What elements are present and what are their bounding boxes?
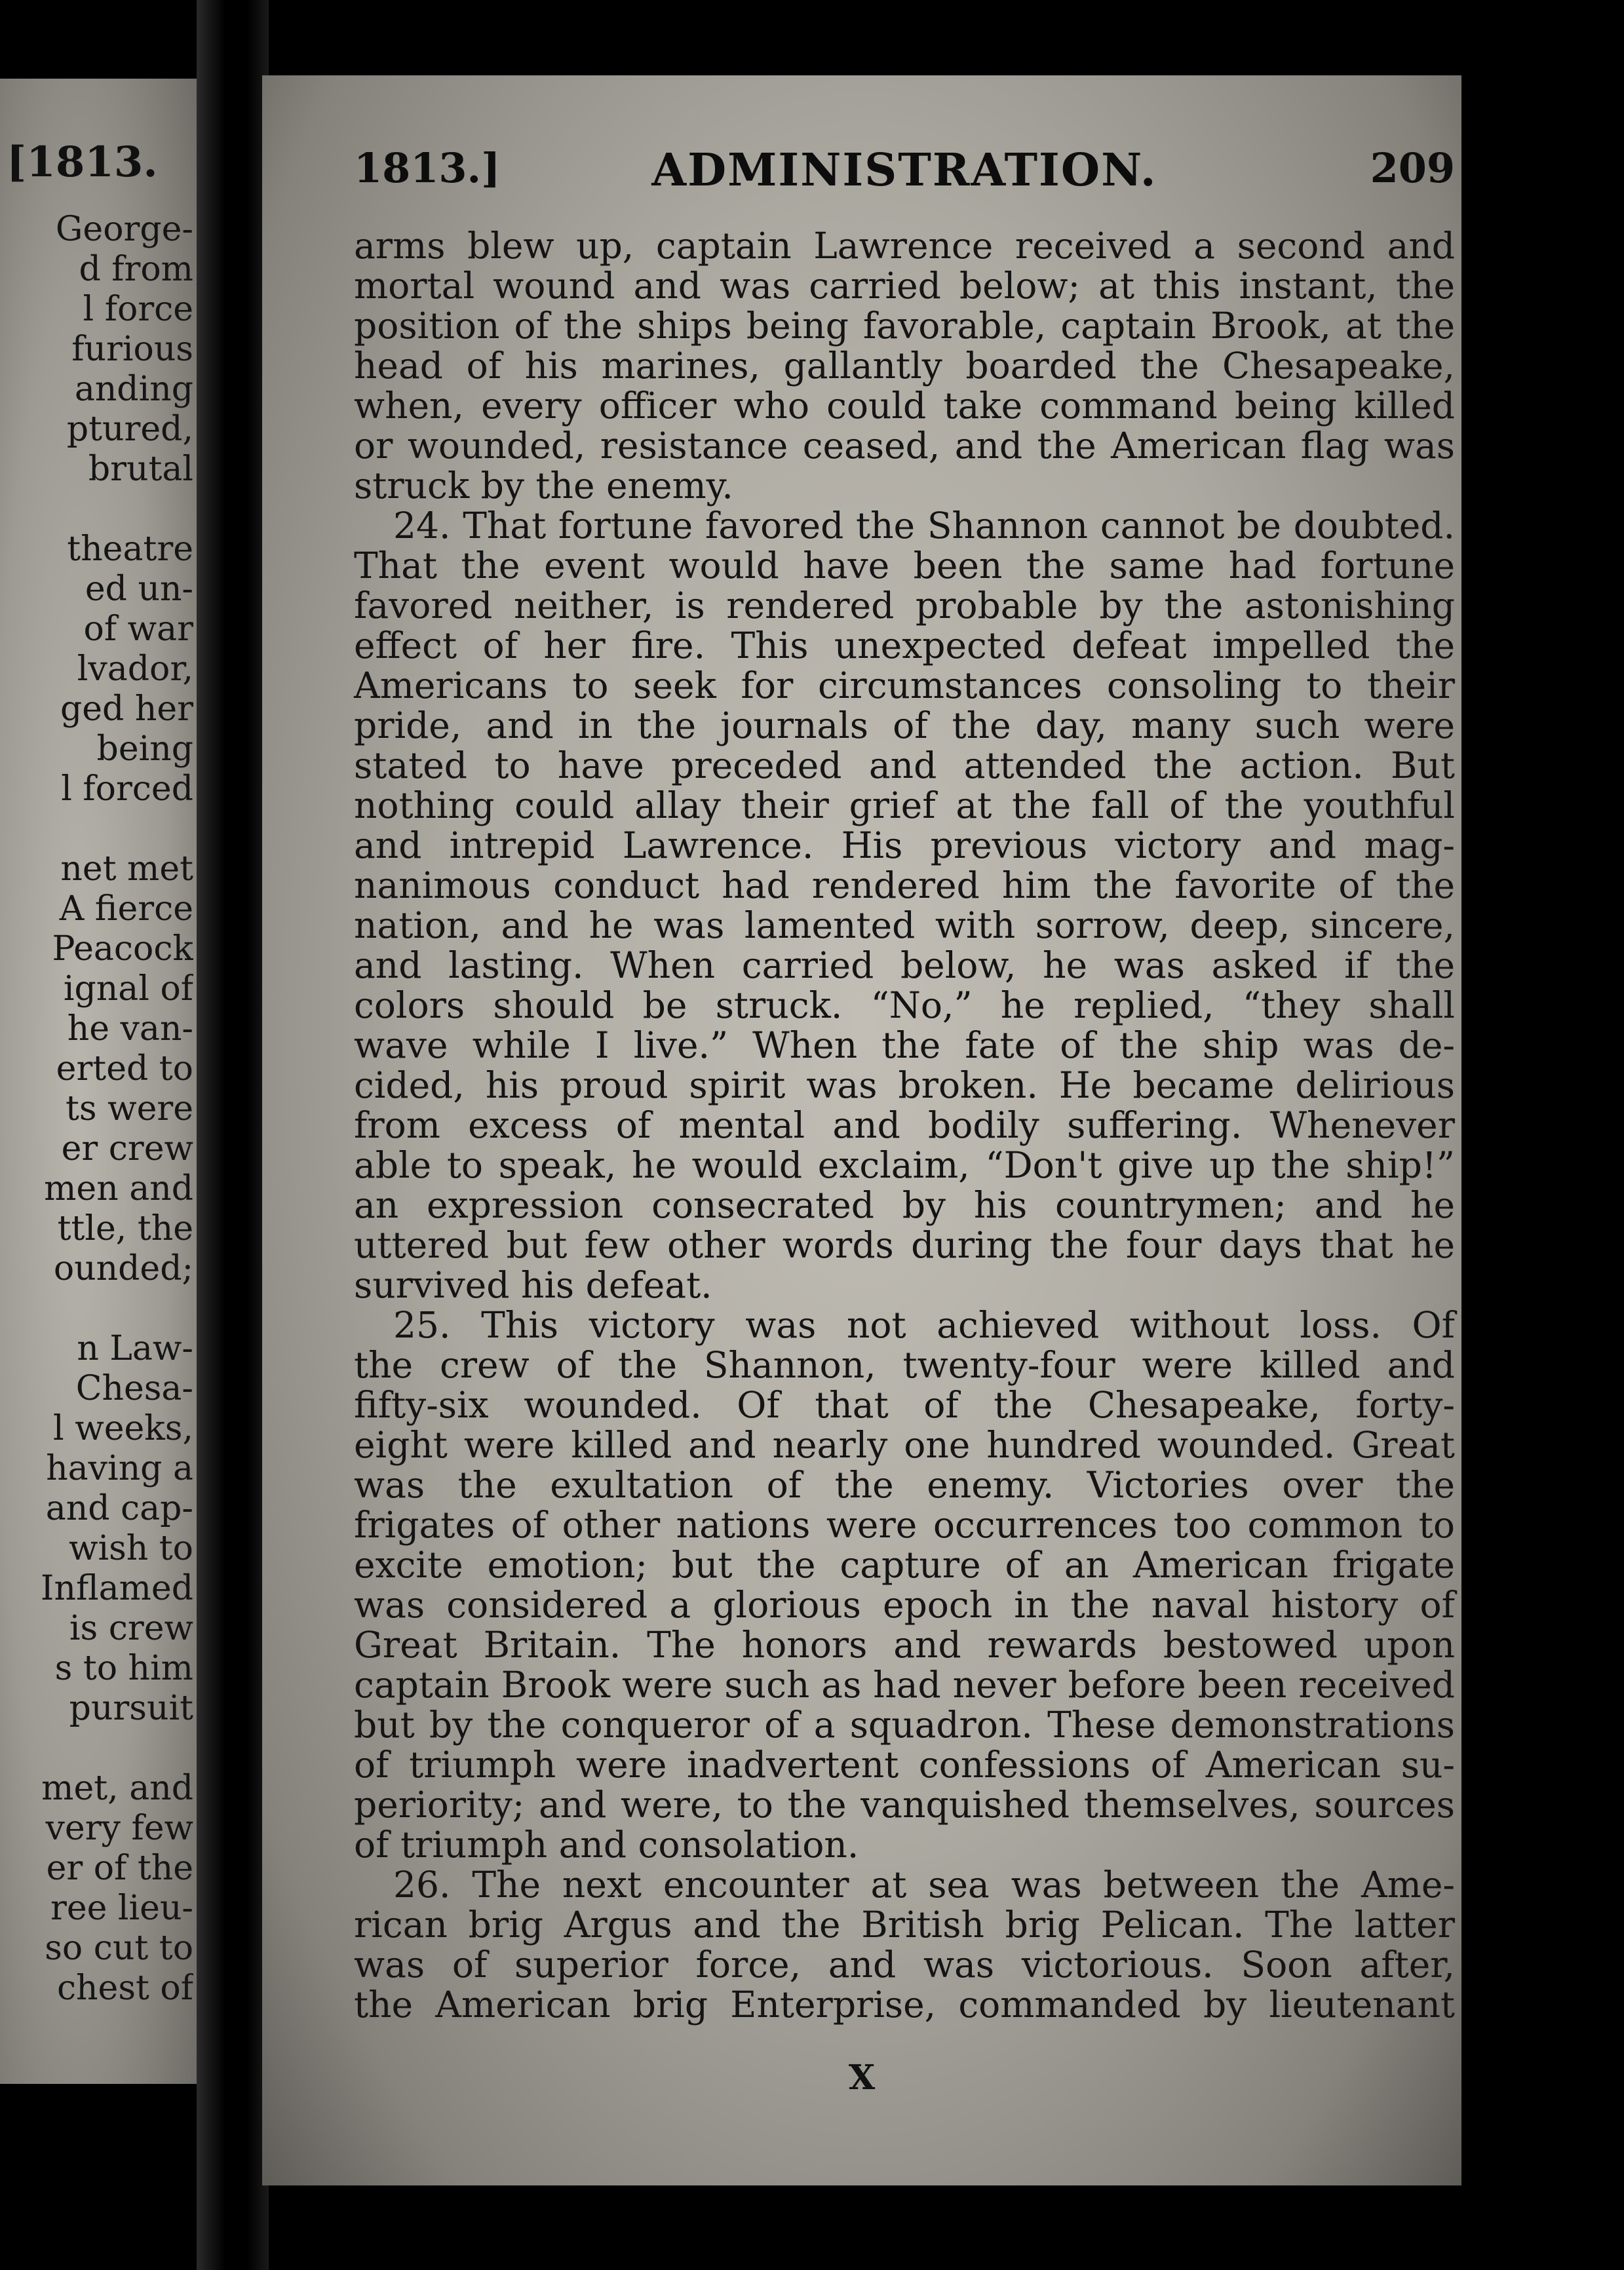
body-line: the crew of the Shannon, twenty-four were killed and (354, 1344, 1455, 1386)
facing-page-line: George- (55, 210, 193, 249)
facing-page-line: l weeks, (53, 1409, 193, 1448)
body-line: 24. That fortune favored the Shannon cannot be doubted. (393, 505, 1455, 547)
facing-page-line: d from (79, 250, 193, 289)
body-line: frigates of other nations were occurrences too common to (354, 1504, 1455, 1546)
body-line: able to speak, he would exclaim, “Don't give up the ship!” (354, 1144, 1455, 1186)
body-line: was considered a glorious epoch in the naval history of (354, 1584, 1455, 1626)
facing-page-blank-line (0, 1729, 193, 1769)
facing-page-line: ree lieu- (50, 1889, 193, 1928)
facing-page-line: furious (71, 330, 193, 369)
body-line: rican brig Argus and the British brig Pelican. The latter (354, 1904, 1455, 1946)
signature-mark: X (848, 2058, 876, 2098)
facing-page-running-head: [1813. (7, 138, 158, 187)
body-line: uttered but few other words during the four days that he (354, 1224, 1455, 1266)
facing-page-line: ignal of (63, 969, 193, 1009)
facing-page-line: he van- (67, 1009, 193, 1048)
facing-page-line: theatre (67, 529, 193, 569)
body-line: and intrepid Lawrence. His previous victory and mag- (354, 824, 1455, 866)
facing-page-line: Chesa- (75, 1369, 193, 1408)
facing-page-line: er crew (61, 1129, 193, 1168)
body-line: head of his marines, gallantly boarded the Chesapeake, (354, 345, 1455, 387)
body-line: of triumph and consolation. (354, 1824, 859, 1866)
body-line: when, every officer who could take command being killed (354, 385, 1455, 427)
facing-page-line: of war (83, 609, 193, 649)
body-line: nanimous conduct had rendered him the favorite of the (354, 864, 1455, 906)
book-gutter (197, 0, 269, 2270)
body-line: and lasting. When carried below, he was asked if the (354, 944, 1455, 986)
body-line: Americans to seek for circumstances consoling to their (354, 664, 1455, 706)
facing-page-blank-line (0, 1289, 193, 1329)
facing-page-fragment (0, 79, 197, 2084)
facing-page-line: l force (83, 290, 193, 329)
facing-page-text (0, 210, 193, 2009)
body-line: the American brig Enterprise, commanded by lieutenant (354, 1984, 1455, 2026)
facing-page-line: being (96, 729, 193, 769)
facing-page-line: chest of (56, 1969, 193, 2008)
body-line: eight were killed and nearly one hundred wounded. Great (354, 1424, 1455, 1466)
facing-page-line: pursuit (69, 1689, 193, 1728)
facing-page-line: s to him (54, 1649, 193, 1688)
facing-page-line: net met (60, 849, 193, 889)
facing-page-blank-line (0, 490, 193, 529)
body-line: but by the conqueror of a squadron. These demonstrations (354, 1704, 1455, 1746)
body-line: stated to have preceded and attended the action. But (354, 744, 1455, 786)
facing-page-line: l forced (61, 769, 193, 809)
body-line: That the event would have been the same had fortune (354, 545, 1455, 587)
facing-page-line: wish to (68, 1529, 193, 1568)
facing-page-line: ounded; (53, 1249, 193, 1288)
facing-page-line: er of the (46, 1849, 193, 1888)
facing-page-line: Inflamed (40, 1569, 193, 1608)
facing-page-line: is crew (69, 1609, 193, 1648)
body-line: an expression consecrated by his countrymen; and he (354, 1184, 1455, 1226)
facing-page-line: ed un- (85, 569, 193, 609)
facing-page-line: met, and (41, 1769, 193, 1808)
body-line: nation, and he was lamented with sorrow, deep, sincere, (354, 904, 1455, 946)
running-head-year: 1813.] (354, 144, 501, 192)
body-line: periority; and were, to the vanquished themselves, sources (354, 1784, 1455, 1826)
facing-page-line: ttle, the (57, 1209, 193, 1248)
facing-page-line: very few (45, 1809, 193, 1848)
body-line: from excess of mental and bodily suffering. Whenever (354, 1104, 1455, 1146)
body-line: position of the ships being favorable, captain Brook, at the (354, 305, 1455, 347)
body-line: nothing could allay their grief at the fall of the youthful (354, 784, 1455, 826)
body-line: survived his defeat. (354, 1264, 712, 1306)
body-line: was of superior force, and was victorious. Soon after, (354, 1944, 1455, 1986)
facing-page-line: brutal (88, 450, 193, 489)
facing-page-blank-line (0, 809, 193, 849)
running-head (354, 144, 1455, 203)
facing-page-line: Peacock (52, 929, 193, 969)
body-line: fifty-six wounded. Of that of the Chesapeake, forty- (354, 1384, 1455, 1426)
body-line: struck by the enemy. (354, 465, 733, 507)
page-number: 209 (1370, 144, 1455, 192)
running-head-title: ADMINISTRATION. (651, 144, 1157, 197)
body-line: 25. This victory was not achieved without loss. Of (393, 1304, 1455, 1346)
body-line: cided, his proud spirit was broken. He became delirious (354, 1064, 1455, 1106)
facing-page-line: men and (44, 1169, 193, 1208)
body-line: Great Britain. The honors and rewards bestowed upon (354, 1624, 1455, 1666)
body-line: captain Brook were such as had never before been received (354, 1664, 1455, 1706)
body-line: colors should be struck. “No,” he replied, “they shall (354, 984, 1455, 1026)
facing-page-line: ptured, (66, 410, 193, 449)
facing-page-line: n Law- (77, 1329, 193, 1368)
body-text (354, 226, 1455, 2025)
facing-page-line: having a (46, 1449, 193, 1488)
book-page (262, 75, 1461, 2185)
facing-page-line: so cut to (45, 1929, 193, 1968)
body-line: of triumph were inadvertent confessions of American su- (354, 1744, 1455, 1786)
facing-page-line: A fierce (59, 889, 193, 929)
body-line: effect of her fire. This unexpected defeat impelled the (354, 625, 1455, 666)
body-line: arms blew up, captain Lawrence received a second and (354, 225, 1455, 267)
facing-page-line: ts were (65, 1089, 193, 1128)
body-line: 26. The next encounter at sea was between the Ame- (393, 1864, 1455, 1906)
facing-page-line: and cap- (45, 1489, 193, 1528)
body-line: favored neither, is rendered probable by the astonishing (354, 585, 1455, 626)
body-line: excite emotion; but the capture of an American frigate (354, 1544, 1455, 1586)
facing-page-line: erted to (56, 1049, 193, 1088)
facing-page-line: ged her (60, 689, 193, 729)
facing-page-line: lvador, (77, 649, 193, 689)
body-line: mortal wound and was carried below; at this instant, the (354, 265, 1455, 307)
body-line: wave while I live.” When the fate of the ship was de- (354, 1024, 1455, 1066)
body-line: pride, and in the journals of the day, many such were (354, 704, 1455, 746)
body-line: was the exultation of the enemy. Victories over the (354, 1464, 1455, 1506)
facing-page-line: anding (74, 370, 193, 409)
body-line: or wounded, resistance ceased, and the American flag was (354, 425, 1455, 467)
